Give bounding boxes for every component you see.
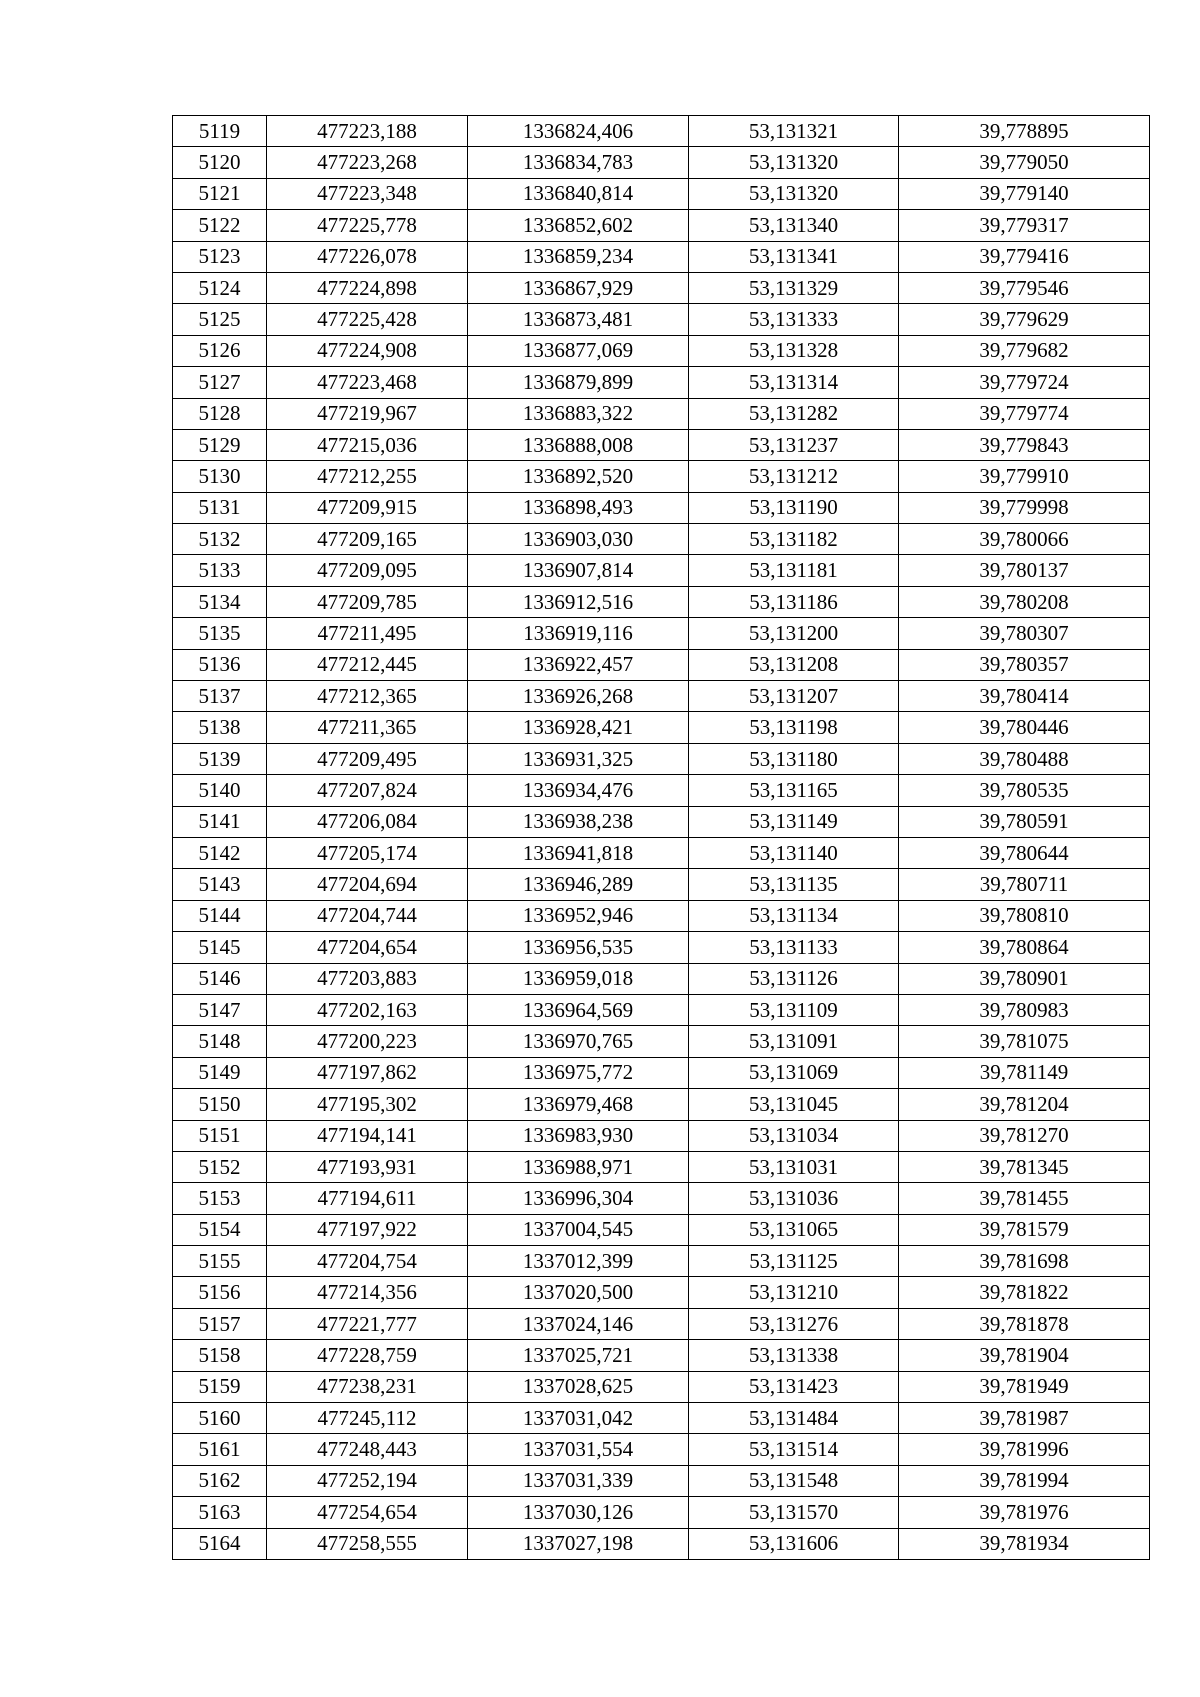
x-coordinate-cell: 477211,495 — [267, 618, 468, 649]
table-row — [173, 461, 1150, 492]
longitude-cell: 39,780810 — [899, 900, 1150, 931]
point-number-cell: 5145 — [173, 932, 267, 963]
table-row — [173, 116, 1150, 147]
point-number-cell: 5142 — [173, 837, 267, 868]
latitude-cell: 53,131182 — [689, 524, 899, 555]
x-coordinate-cell: 477212,365 — [267, 681, 468, 712]
x-coordinate-cell: 477197,922 — [267, 1214, 468, 1245]
y-coordinate-cell: 1337020,500 — [468, 1277, 689, 1308]
longitude-cell: 39,781976 — [899, 1497, 1150, 1528]
longitude-cell: 39,780488 — [899, 743, 1150, 774]
latitude-cell: 53,131045 — [689, 1089, 899, 1120]
table-row — [173, 1371, 1150, 1402]
table-row — [173, 1120, 1150, 1151]
x-coordinate-cell: 477224,908 — [267, 335, 468, 366]
longitude-cell: 39,780357 — [899, 649, 1150, 680]
x-coordinate-cell: 477219,967 — [267, 398, 468, 429]
x-coordinate-cell: 477205,174 — [267, 837, 468, 868]
table-row — [173, 398, 1150, 429]
y-coordinate-cell: 1336979,468 — [468, 1089, 689, 1120]
table-row — [173, 837, 1150, 868]
point-number-cell: 5134 — [173, 586, 267, 617]
y-coordinate-cell: 1337030,126 — [468, 1497, 689, 1528]
latitude-cell: 53,131329 — [689, 272, 899, 303]
latitude-cell: 53,131423 — [689, 1371, 899, 1402]
point-number-cell: 5136 — [173, 649, 267, 680]
y-coordinate-cell: 1337031,042 — [468, 1403, 689, 1434]
longitude-cell: 39,781949 — [899, 1371, 1150, 1402]
table-row — [173, 1497, 1150, 1528]
point-number-cell: 5133 — [173, 555, 267, 586]
point-number-cell: 5127 — [173, 367, 267, 398]
x-coordinate-cell: 477206,084 — [267, 806, 468, 837]
latitude-cell: 53,131065 — [689, 1214, 899, 1245]
table-row — [173, 147, 1150, 178]
x-coordinate-cell: 477212,445 — [267, 649, 468, 680]
y-coordinate-cell: 1336873,481 — [468, 304, 689, 335]
latitude-cell: 53,131134 — [689, 900, 899, 931]
latitude-cell: 53,131126 — [689, 963, 899, 994]
point-number-cell: 5138 — [173, 712, 267, 743]
table-row — [173, 1528, 1150, 1559]
x-coordinate-cell: 477215,036 — [267, 429, 468, 460]
table-row — [173, 712, 1150, 743]
latitude-cell: 53,131091 — [689, 1026, 899, 1057]
latitude-cell: 53,131321 — [689, 116, 899, 147]
longitude-cell: 39,780414 — [899, 681, 1150, 712]
longitude-cell: 39,781934 — [899, 1528, 1150, 1559]
table-row — [173, 743, 1150, 774]
latitude-cell: 53,131340 — [689, 210, 899, 241]
longitude-cell: 39,781994 — [899, 1465, 1150, 1496]
point-number-cell: 5151 — [173, 1120, 267, 1151]
y-coordinate-cell: 1337028,625 — [468, 1371, 689, 1402]
point-number-cell: 5131 — [173, 492, 267, 523]
x-coordinate-cell: 477204,654 — [267, 932, 468, 963]
longitude-cell: 39,780208 — [899, 586, 1150, 617]
latitude-cell: 53,131333 — [689, 304, 899, 335]
point-number-cell: 5158 — [173, 1340, 267, 1371]
latitude-cell: 53,131135 — [689, 869, 899, 900]
point-number-cell: 5120 — [173, 147, 267, 178]
point-number-cell: 5135 — [173, 618, 267, 649]
x-coordinate-cell: 477202,163 — [267, 994, 468, 1025]
table-row — [173, 524, 1150, 555]
y-coordinate-cell: 1336912,516 — [468, 586, 689, 617]
table-row — [173, 492, 1150, 523]
y-coordinate-cell: 1336852,602 — [468, 210, 689, 241]
x-coordinate-cell: 477209,785 — [267, 586, 468, 617]
table-row — [173, 649, 1150, 680]
y-coordinate-cell: 1336879,899 — [468, 367, 689, 398]
y-coordinate-cell: 1337025,721 — [468, 1340, 689, 1371]
longitude-cell: 39,780307 — [899, 618, 1150, 649]
longitude-cell: 39,778895 — [899, 116, 1150, 147]
x-coordinate-cell: 477194,611 — [267, 1183, 468, 1214]
y-coordinate-cell: 1336975,772 — [468, 1057, 689, 1088]
point-number-cell: 5144 — [173, 900, 267, 931]
longitude-cell: 39,779050 — [899, 147, 1150, 178]
point-number-cell: 5128 — [173, 398, 267, 429]
x-coordinate-cell: 477248,443 — [267, 1434, 468, 1465]
longitude-cell: 39,779629 — [899, 304, 1150, 335]
latitude-cell: 53,131181 — [689, 555, 899, 586]
longitude-cell: 39,781075 — [899, 1026, 1150, 1057]
longitude-cell: 39,781904 — [899, 1340, 1150, 1371]
latitude-cell: 53,131031 — [689, 1151, 899, 1182]
y-coordinate-cell: 1336834,783 — [468, 147, 689, 178]
y-coordinate-cell: 1336928,421 — [468, 712, 689, 743]
x-coordinate-cell: 477204,754 — [267, 1246, 468, 1277]
x-coordinate-cell: 477214,356 — [267, 1277, 468, 1308]
longitude-cell: 39,781455 — [899, 1183, 1150, 1214]
y-coordinate-cell: 1336926,268 — [468, 681, 689, 712]
x-coordinate-cell: 477211,365 — [267, 712, 468, 743]
table-row — [173, 900, 1150, 931]
longitude-cell: 39,779843 — [899, 429, 1150, 460]
latitude-cell: 53,131514 — [689, 1434, 899, 1465]
x-coordinate-cell: 477195,302 — [267, 1089, 468, 1120]
y-coordinate-cell: 1336956,535 — [468, 932, 689, 963]
point-number-cell: 5130 — [173, 461, 267, 492]
longitude-cell: 39,781878 — [899, 1308, 1150, 1339]
point-number-cell: 5140 — [173, 775, 267, 806]
latitude-cell: 53,131210 — [689, 1277, 899, 1308]
y-coordinate-cell: 1336859,234 — [468, 241, 689, 272]
latitude-cell: 53,131133 — [689, 932, 899, 963]
x-coordinate-cell: 477212,255 — [267, 461, 468, 492]
point-number-cell: 5137 — [173, 681, 267, 712]
x-coordinate-cell: 477223,268 — [267, 147, 468, 178]
x-coordinate-cell: 477204,744 — [267, 900, 468, 931]
y-coordinate-cell: 1337012,399 — [468, 1246, 689, 1277]
table-row — [173, 1465, 1150, 1496]
y-coordinate-cell: 1337031,554 — [468, 1434, 689, 1465]
longitude-cell: 39,780644 — [899, 837, 1150, 868]
table-row — [173, 1434, 1150, 1465]
table-row — [173, 1340, 1150, 1371]
table-row — [173, 1151, 1150, 1182]
latitude-cell: 53,131484 — [689, 1403, 899, 1434]
latitude-cell: 53,131180 — [689, 743, 899, 774]
table-row — [173, 272, 1150, 303]
y-coordinate-cell: 1336959,018 — [468, 963, 689, 994]
longitude-cell: 39,779724 — [899, 367, 1150, 398]
longitude-cell: 39,779140 — [899, 178, 1150, 209]
x-coordinate-cell: 477193,931 — [267, 1151, 468, 1182]
latitude-cell: 53,131314 — [689, 367, 899, 398]
y-coordinate-cell: 1336840,814 — [468, 178, 689, 209]
point-number-cell: 5163 — [173, 1497, 267, 1528]
point-number-cell: 5123 — [173, 241, 267, 272]
table-row — [173, 1246, 1150, 1277]
x-coordinate-cell: 477228,759 — [267, 1340, 468, 1371]
longitude-cell: 39,779998 — [899, 492, 1150, 523]
table-row — [173, 1057, 1150, 1088]
latitude-cell: 53,131338 — [689, 1340, 899, 1371]
x-coordinate-cell: 477252,194 — [267, 1465, 468, 1496]
x-coordinate-cell: 477238,231 — [267, 1371, 468, 1402]
point-number-cell: 5143 — [173, 869, 267, 900]
latitude-cell: 53,131036 — [689, 1183, 899, 1214]
longitude-cell: 39,781345 — [899, 1151, 1150, 1182]
x-coordinate-cell: 477224,898 — [267, 272, 468, 303]
coordinates-table — [172, 115, 1150, 1560]
longitude-cell: 39,779682 — [899, 335, 1150, 366]
table-row — [173, 210, 1150, 241]
point-number-cell: 5125 — [173, 304, 267, 335]
latitude-cell: 53,131190 — [689, 492, 899, 523]
longitude-cell: 39,781987 — [899, 1403, 1150, 1434]
x-coordinate-cell: 477221,777 — [267, 1308, 468, 1339]
longitude-cell: 39,780864 — [899, 932, 1150, 963]
longitude-cell: 39,781204 — [899, 1089, 1150, 1120]
point-number-cell: 5119 — [173, 116, 267, 147]
y-coordinate-cell: 1337027,198 — [468, 1528, 689, 1559]
x-coordinate-cell: 477254,654 — [267, 1497, 468, 1528]
point-number-cell: 5161 — [173, 1434, 267, 1465]
latitude-cell: 53,131570 — [689, 1497, 899, 1528]
longitude-cell: 39,779910 — [899, 461, 1150, 492]
point-number-cell: 5129 — [173, 429, 267, 460]
longitude-cell: 39,780591 — [899, 806, 1150, 837]
point-number-cell: 5147 — [173, 994, 267, 1025]
x-coordinate-cell: 477226,078 — [267, 241, 468, 272]
latitude-cell: 53,131198 — [689, 712, 899, 743]
latitude-cell: 53,131208 — [689, 649, 899, 680]
latitude-cell: 53,131237 — [689, 429, 899, 460]
longitude-cell: 39,780066 — [899, 524, 1150, 555]
longitude-cell: 39,781822 — [899, 1277, 1150, 1308]
table-row — [173, 367, 1150, 398]
y-coordinate-cell: 1336970,765 — [468, 1026, 689, 1057]
point-number-cell: 5160 — [173, 1403, 267, 1434]
y-coordinate-cell: 1336922,457 — [468, 649, 689, 680]
y-coordinate-cell: 1337031,339 — [468, 1465, 689, 1496]
table-row — [173, 241, 1150, 272]
longitude-cell: 39,779416 — [899, 241, 1150, 272]
latitude-cell: 53,131212 — [689, 461, 899, 492]
y-coordinate-cell: 1336952,946 — [468, 900, 689, 931]
y-coordinate-cell: 1336824,406 — [468, 116, 689, 147]
latitude-cell: 53,131109 — [689, 994, 899, 1025]
y-coordinate-cell: 1336903,030 — [468, 524, 689, 555]
longitude-cell: 39,780446 — [899, 712, 1150, 743]
y-coordinate-cell: 1336941,818 — [468, 837, 689, 868]
table-row — [173, 1308, 1150, 1339]
latitude-cell: 53,131548 — [689, 1465, 899, 1496]
longitude-cell: 39,780901 — [899, 963, 1150, 994]
x-coordinate-cell: 477200,223 — [267, 1026, 468, 1057]
point-number-cell: 5155 — [173, 1246, 267, 1277]
x-coordinate-cell: 477203,883 — [267, 963, 468, 994]
x-coordinate-cell: 477204,694 — [267, 869, 468, 900]
longitude-cell: 39,780137 — [899, 555, 1150, 586]
point-number-cell: 5122 — [173, 210, 267, 241]
point-number-cell: 5164 — [173, 1528, 267, 1559]
latitude-cell: 53,131034 — [689, 1120, 899, 1151]
point-number-cell: 5132 — [173, 524, 267, 555]
latitude-cell: 53,131606 — [689, 1528, 899, 1559]
x-coordinate-cell: 477258,555 — [267, 1528, 468, 1559]
coordinates-table-body — [173, 116, 1150, 1560]
longitude-cell: 39,780711 — [899, 869, 1150, 900]
x-coordinate-cell: 477223,468 — [267, 367, 468, 398]
point-number-cell: 5121 — [173, 178, 267, 209]
latitude-cell: 53,131165 — [689, 775, 899, 806]
table-row — [173, 1183, 1150, 1214]
table-row — [173, 1026, 1150, 1057]
point-number-cell: 5126 — [173, 335, 267, 366]
x-coordinate-cell: 477225,428 — [267, 304, 468, 335]
y-coordinate-cell: 1336938,238 — [468, 806, 689, 837]
longitude-cell: 39,780535 — [899, 775, 1150, 806]
point-number-cell: 5156 — [173, 1277, 267, 1308]
y-coordinate-cell: 1336988,971 — [468, 1151, 689, 1182]
y-coordinate-cell: 1336996,304 — [468, 1183, 689, 1214]
latitude-cell: 53,131200 — [689, 618, 899, 649]
y-coordinate-cell: 1336898,493 — [468, 492, 689, 523]
table-row — [173, 994, 1150, 1025]
longitude-cell: 39,780983 — [899, 994, 1150, 1025]
table-row — [173, 806, 1150, 837]
longitude-cell: 39,779546 — [899, 272, 1150, 303]
longitude-cell: 39,781579 — [899, 1214, 1150, 1245]
y-coordinate-cell: 1336883,322 — [468, 398, 689, 429]
table-row — [173, 1214, 1150, 1245]
point-number-cell: 5146 — [173, 963, 267, 994]
point-number-cell: 5141 — [173, 806, 267, 837]
longitude-cell: 39,781996 — [899, 1434, 1150, 1465]
table-row — [173, 1277, 1150, 1308]
table-row — [173, 555, 1150, 586]
table-row — [173, 304, 1150, 335]
latitude-cell: 53,131207 — [689, 681, 899, 712]
y-coordinate-cell: 1336934,476 — [468, 775, 689, 806]
point-number-cell: 5153 — [173, 1183, 267, 1214]
latitude-cell: 53,131320 — [689, 147, 899, 178]
x-coordinate-cell: 477194,141 — [267, 1120, 468, 1151]
y-coordinate-cell: 1336931,325 — [468, 743, 689, 774]
point-number-cell: 5148 — [173, 1026, 267, 1057]
longitude-cell: 39,781698 — [899, 1246, 1150, 1277]
longitude-cell: 39,779774 — [899, 398, 1150, 429]
latitude-cell: 53,131320 — [689, 178, 899, 209]
longitude-cell: 39,781149 — [899, 1057, 1150, 1088]
x-coordinate-cell: 477209,495 — [267, 743, 468, 774]
table-row — [173, 775, 1150, 806]
x-coordinate-cell: 477245,112 — [267, 1403, 468, 1434]
y-coordinate-cell: 1336867,929 — [468, 272, 689, 303]
x-coordinate-cell: 477209,095 — [267, 555, 468, 586]
point-number-cell: 5152 — [173, 1151, 267, 1182]
point-number-cell: 5162 — [173, 1465, 267, 1496]
point-number-cell: 5139 — [173, 743, 267, 774]
y-coordinate-cell: 1336892,520 — [468, 461, 689, 492]
table-row — [173, 335, 1150, 366]
y-coordinate-cell: 1336888,008 — [468, 429, 689, 460]
x-coordinate-cell: 477225,778 — [267, 210, 468, 241]
latitude-cell: 53,131069 — [689, 1057, 899, 1088]
latitude-cell: 53,131186 — [689, 586, 899, 617]
x-coordinate-cell: 477223,188 — [267, 116, 468, 147]
table-row — [173, 618, 1150, 649]
y-coordinate-cell: 1337024,146 — [468, 1308, 689, 1339]
latitude-cell: 53,131125 — [689, 1246, 899, 1277]
y-coordinate-cell: 1336877,069 — [468, 335, 689, 366]
table-row — [173, 869, 1150, 900]
y-coordinate-cell: 1337004,545 — [468, 1214, 689, 1245]
latitude-cell: 53,131341 — [689, 241, 899, 272]
y-coordinate-cell: 1336946,289 — [468, 869, 689, 900]
x-coordinate-cell: 477209,165 — [267, 524, 468, 555]
y-coordinate-cell: 1336983,930 — [468, 1120, 689, 1151]
table-row — [173, 429, 1150, 460]
table-row — [173, 586, 1150, 617]
point-number-cell: 5157 — [173, 1308, 267, 1339]
y-coordinate-cell: 1336964,569 — [468, 994, 689, 1025]
latitude-cell: 53,131276 — [689, 1308, 899, 1339]
latitude-cell: 53,131140 — [689, 837, 899, 868]
table-row — [173, 681, 1150, 712]
y-coordinate-cell: 1336907,814 — [468, 555, 689, 586]
table-row — [173, 178, 1150, 209]
longitude-cell: 39,781270 — [899, 1120, 1150, 1151]
latitude-cell: 53,131328 — [689, 335, 899, 366]
point-number-cell: 5124 — [173, 272, 267, 303]
table-row — [173, 932, 1150, 963]
latitude-cell: 53,131282 — [689, 398, 899, 429]
y-coordinate-cell: 1336919,116 — [468, 618, 689, 649]
latitude-cell: 53,131149 — [689, 806, 899, 837]
table-row — [173, 1403, 1150, 1434]
point-number-cell: 5149 — [173, 1057, 267, 1088]
table-row — [173, 1089, 1150, 1120]
x-coordinate-cell: 477223,348 — [267, 178, 468, 209]
x-coordinate-cell: 477197,862 — [267, 1057, 468, 1088]
point-number-cell: 5159 — [173, 1371, 267, 1402]
point-number-cell: 5154 — [173, 1214, 267, 1245]
x-coordinate-cell: 477207,824 — [267, 775, 468, 806]
x-coordinate-cell: 477209,915 — [267, 492, 468, 523]
longitude-cell: 39,779317 — [899, 210, 1150, 241]
table-row — [173, 963, 1150, 994]
point-number-cell: 5150 — [173, 1089, 267, 1120]
